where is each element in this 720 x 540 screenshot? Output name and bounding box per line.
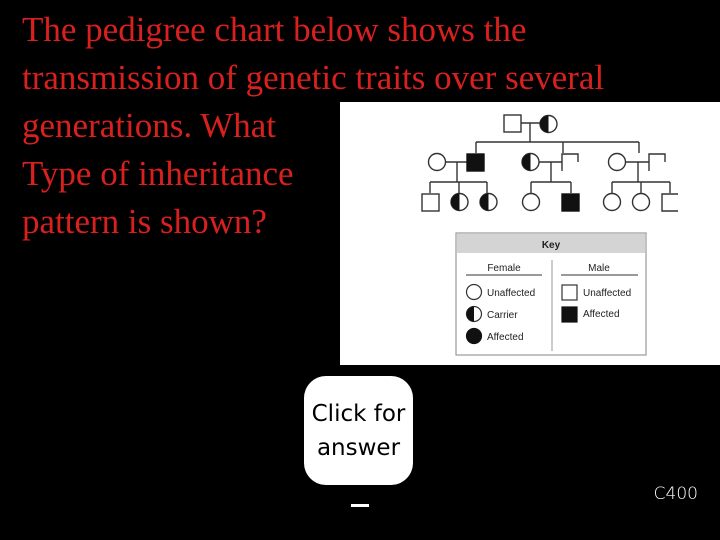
gen2-female-unaffected-2 (609, 154, 626, 171)
key-male-affected-label: Affected (583, 309, 620, 320)
pedigree-chart-image (340, 102, 720, 365)
question-line-5: pattern is shown? (22, 202, 267, 241)
gen3-female-unaffected-3 (633, 194, 650, 211)
answer-button-line-2: answer (316, 434, 401, 461)
pedigree-key (456, 233, 646, 355)
click-for-answer-button[interactable] (304, 376, 413, 485)
gen3-female-carrier-1 (451, 194, 468, 211)
key-female-carrier-symbol (467, 307, 482, 322)
pedigree-lines (430, 123, 670, 193)
gen1-male-unaffected (504, 115, 521, 132)
gen3-female-unaffected-2 (604, 194, 621, 211)
question-line-4: Type of inheritance (22, 154, 294, 193)
key-male-affected-symbol (562, 307, 577, 322)
answer-button-line-1: Click for (311, 400, 406, 427)
gen3-male-unaffected-2 (662, 194, 678, 211)
gen2-male-unaffected-2 (649, 154, 665, 171)
question-line-3: generations. What (22, 106, 276, 145)
key-female-affected-symbol (467, 329, 482, 344)
gen2-male-unaffected-1 (562, 154, 578, 171)
slide-code: C400 (653, 484, 698, 504)
key-female-affected-label: Affected (487, 332, 524, 343)
gen3-male-affected (562, 194, 579, 211)
key-female-carrier-label: Carrier (487, 310, 518, 321)
key-male-header: Male (588, 263, 610, 274)
gen3-male-unaffected-1 (422, 194, 439, 211)
key-female-unaffected-label: Unaffected (487, 288, 536, 299)
gen2-female-unaffected-1 (429, 154, 446, 171)
key-male-unaffected-symbol (562, 285, 577, 300)
key-title: Key (541, 240, 561, 251)
question-line-2: transmission of genetic traits over several (22, 58, 605, 97)
pedigree-diagram (340, 102, 720, 365)
gen3-female-unaffected-1 (523, 194, 540, 211)
gen3-female-carrier-2 (480, 194, 497, 211)
question-line-1: The pedigree chart below shows the (22, 10, 527, 49)
underline-dash (351, 504, 369, 507)
key-female-header: Female (487, 263, 521, 274)
key-female-unaffected-symbol (467, 285, 482, 300)
gen1-female-carrier (540, 116, 557, 133)
key-male-unaffected-label: Unaffected (583, 288, 632, 299)
gen2-female-carrier (522, 154, 539, 171)
gen2-male-affected-1 (467, 154, 484, 171)
